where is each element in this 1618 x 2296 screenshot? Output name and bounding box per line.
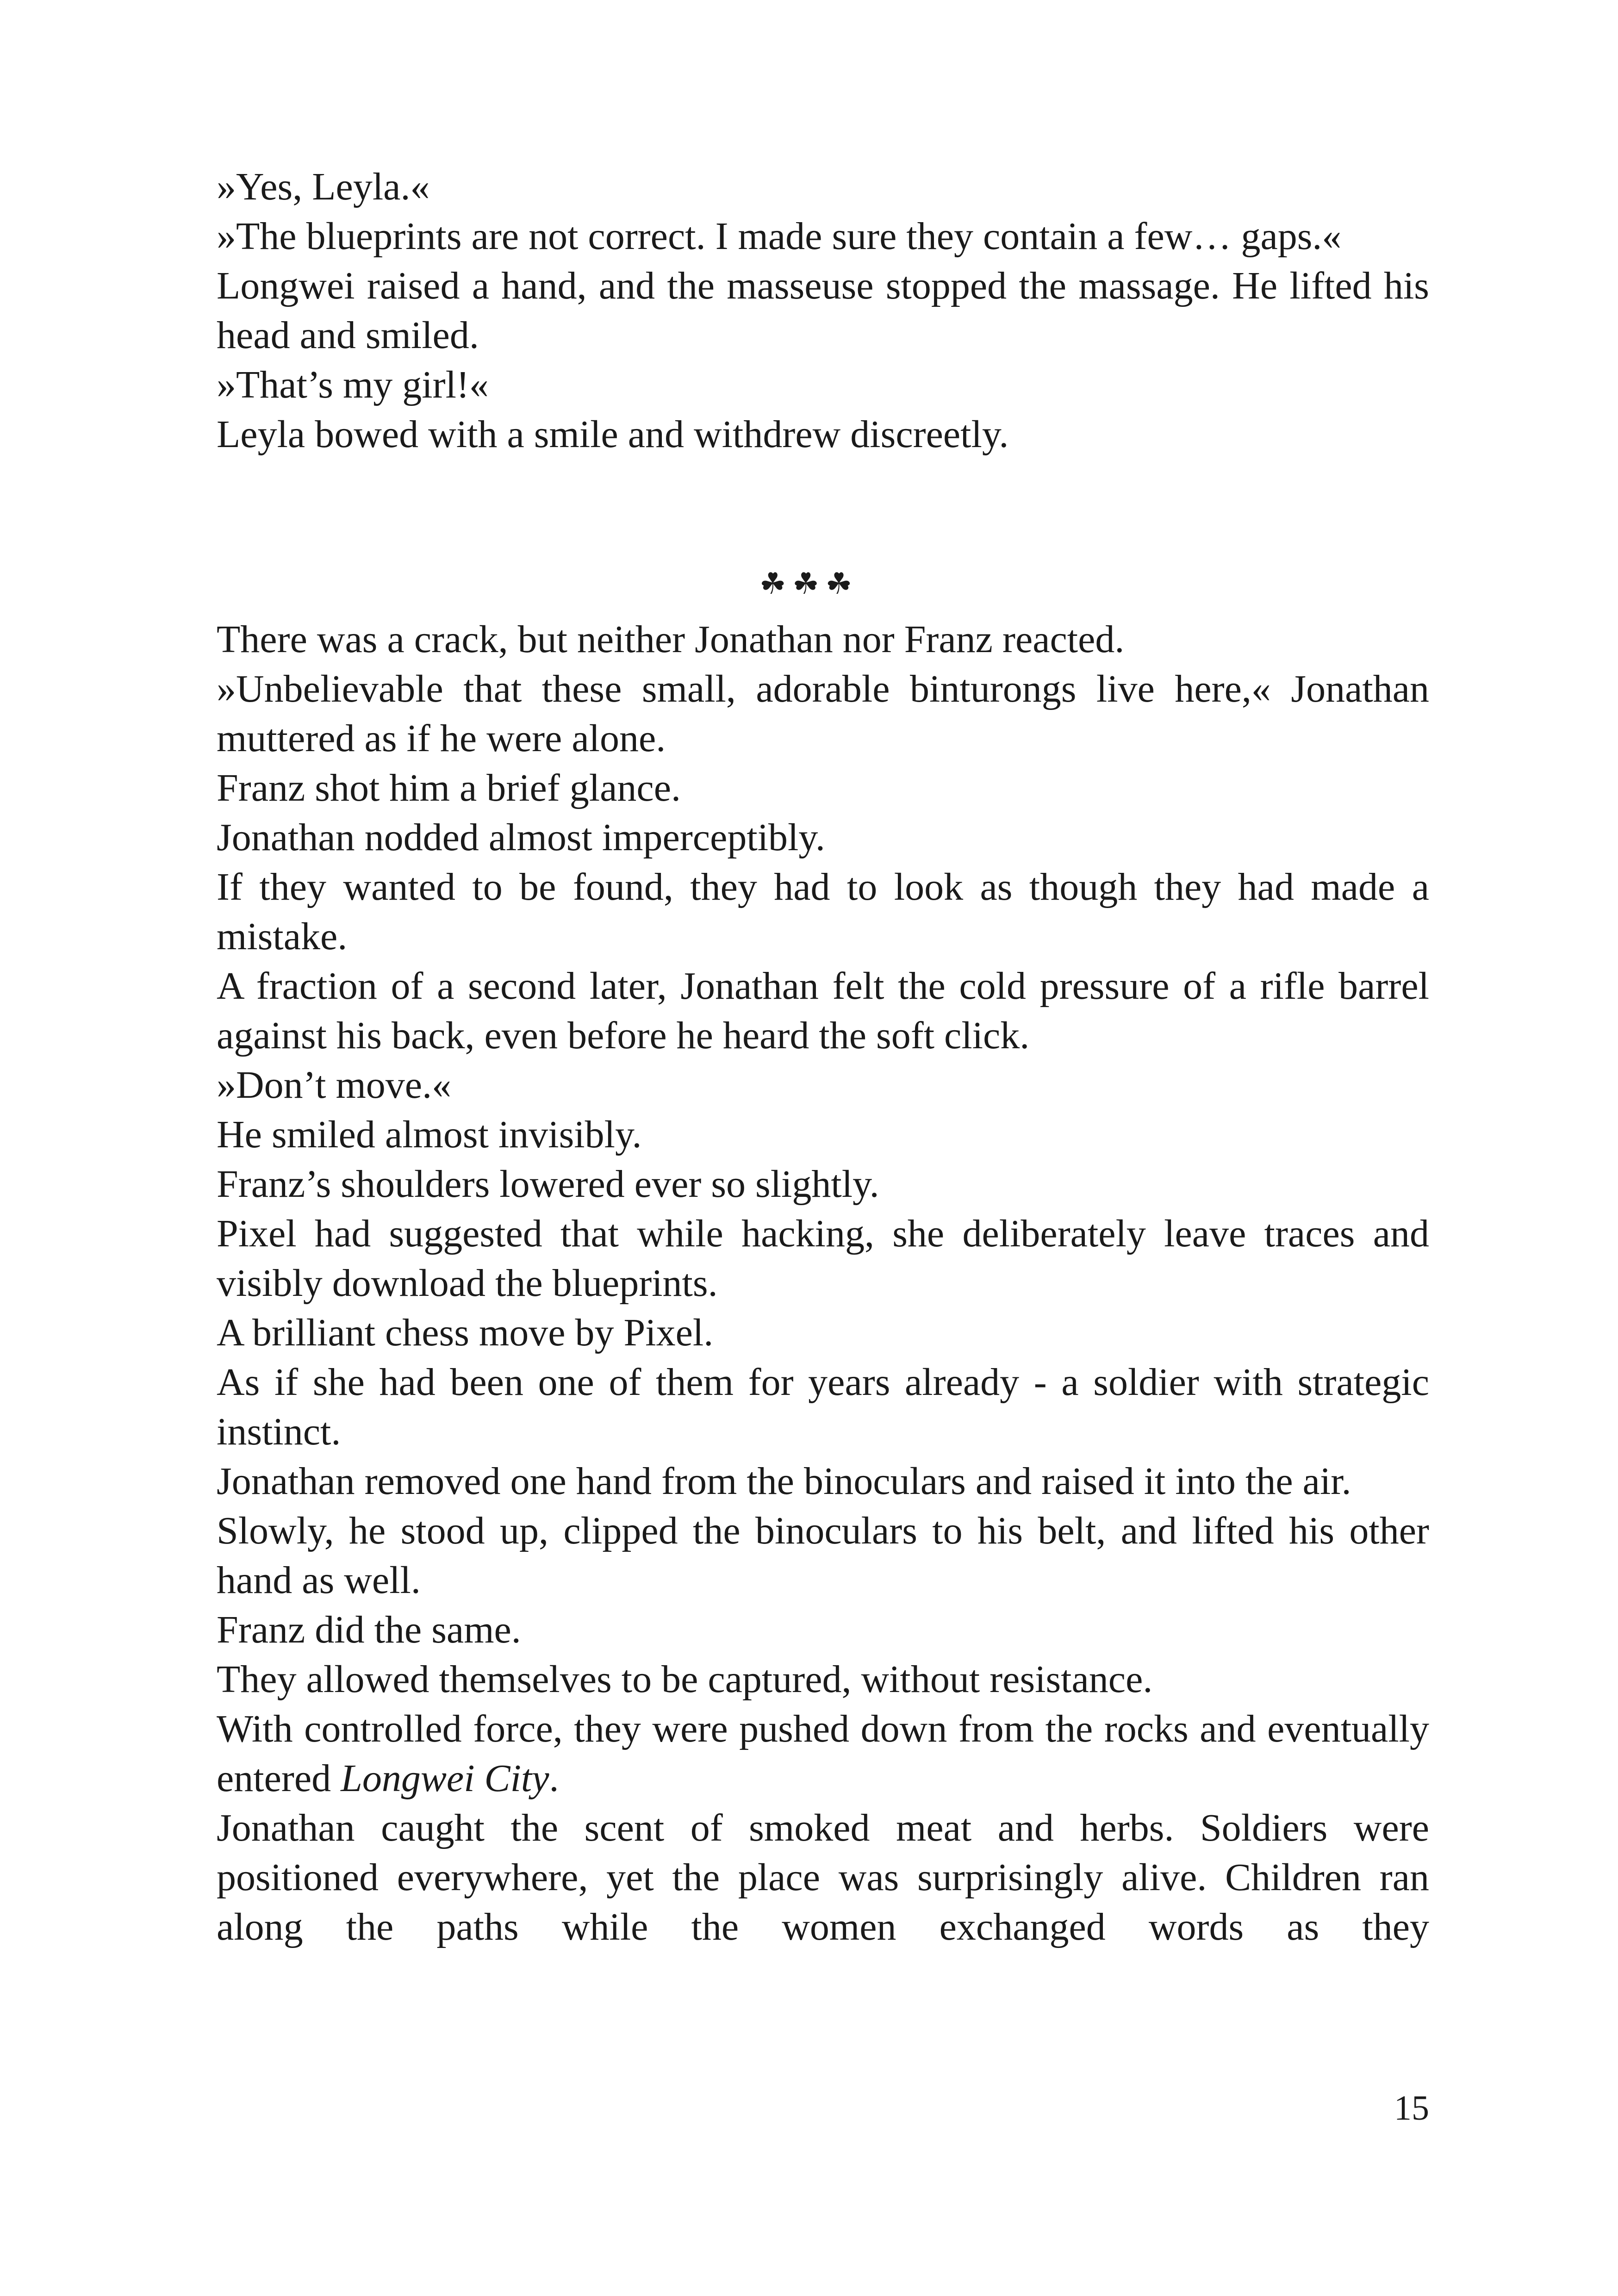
paragraph: Leyla bowed with a smile and withdrew discreetly. <box>217 413 1009 456</box>
paragraph: Longwei raised a hand, and the masseuse stopped the massage. He lifted his head and smiled. <box>217 264 1429 357</box>
paragraph-city <box>217 1704 1429 1803</box>
paragraph: Franz shot him a brief glance. <box>217 766 681 809</box>
paragraph: »That’s my girl!« <box>217 363 489 406</box>
paragraph: If they wanted to be found, they had to look as though they had made a mistake. <box>217 865 1429 958</box>
text-section-top <box>217 162 1429 459</box>
paragraph: »Don’t move.« <box>217 1064 452 1107</box>
paragraph: Slowly, he stood up, clipped the binoculars to his belt, and lifted his other hand as well. <box>217 1509 1429 1602</box>
paragraph: »Unbelievable that these small, adorable binturongs live here,« Jonathan muttered as if he were alone. <box>217 667 1429 760</box>
page-number: 15 <box>1394 2089 1429 2128</box>
place-name-italic: Longwei City <box>341 1757 549 1800</box>
paragraph-city-text: With controlled force, they were pushed down from the rocks and eventually entered <box>217 1707 1429 1800</box>
paragraph: A fraction of a second later, Jonathan felt the cold pressure of a rifle barrel against his back, even before he heard the soft click. <box>217 964 1429 1057</box>
paragraph: Franz’s shoulders lowered ever so slightly. <box>217 1163 879 1206</box>
paragraph: They allowed themselves to be captured, without resistance. <box>217 1658 1153 1701</box>
paragraph: As if she had been one of them for years already - a soldier with strategic instinct. <box>217 1361 1429 1453</box>
paragraph: There was a crack, but neither Jonathan nor Franz reacted. <box>217 618 1125 661</box>
text-section-main <box>217 615 1429 1952</box>
section-separator-shamrock-icons: ☘☘☘ <box>759 567 859 601</box>
paragraph: Jonathan nodded almost imperceptibly. <box>217 816 825 859</box>
paragraph: »Yes, Leyla.« <box>217 165 430 208</box>
paragraph: Jonathan removed one hand from the binoculars and raised it into the air. <box>217 1460 1351 1503</box>
paragraph: A brilliant chess move by Pixel. <box>217 1311 714 1354</box>
paragraph: »The blueprints are not correct. I made sure they contain a few… gaps.« <box>217 215 1342 258</box>
paragraph-last: Jonathan caught the scent of smoked meat and herbs. Soldiers were positioned everywhere, yet the place was surprisingly alive. Children ran along the paths while the women exchanged words as they <box>217 1806 1429 1948</box>
paragraph: Pixel had suggested that while hacking, she deliberately leave traces and visibly download the blueprints. <box>217 1212 1429 1305</box>
paragraph-city-end: . <box>549 1757 559 1800</box>
paragraph: Franz did the same. <box>217 1608 521 1651</box>
paragraph: He smiled almost invisibly. <box>217 1113 642 1156</box>
